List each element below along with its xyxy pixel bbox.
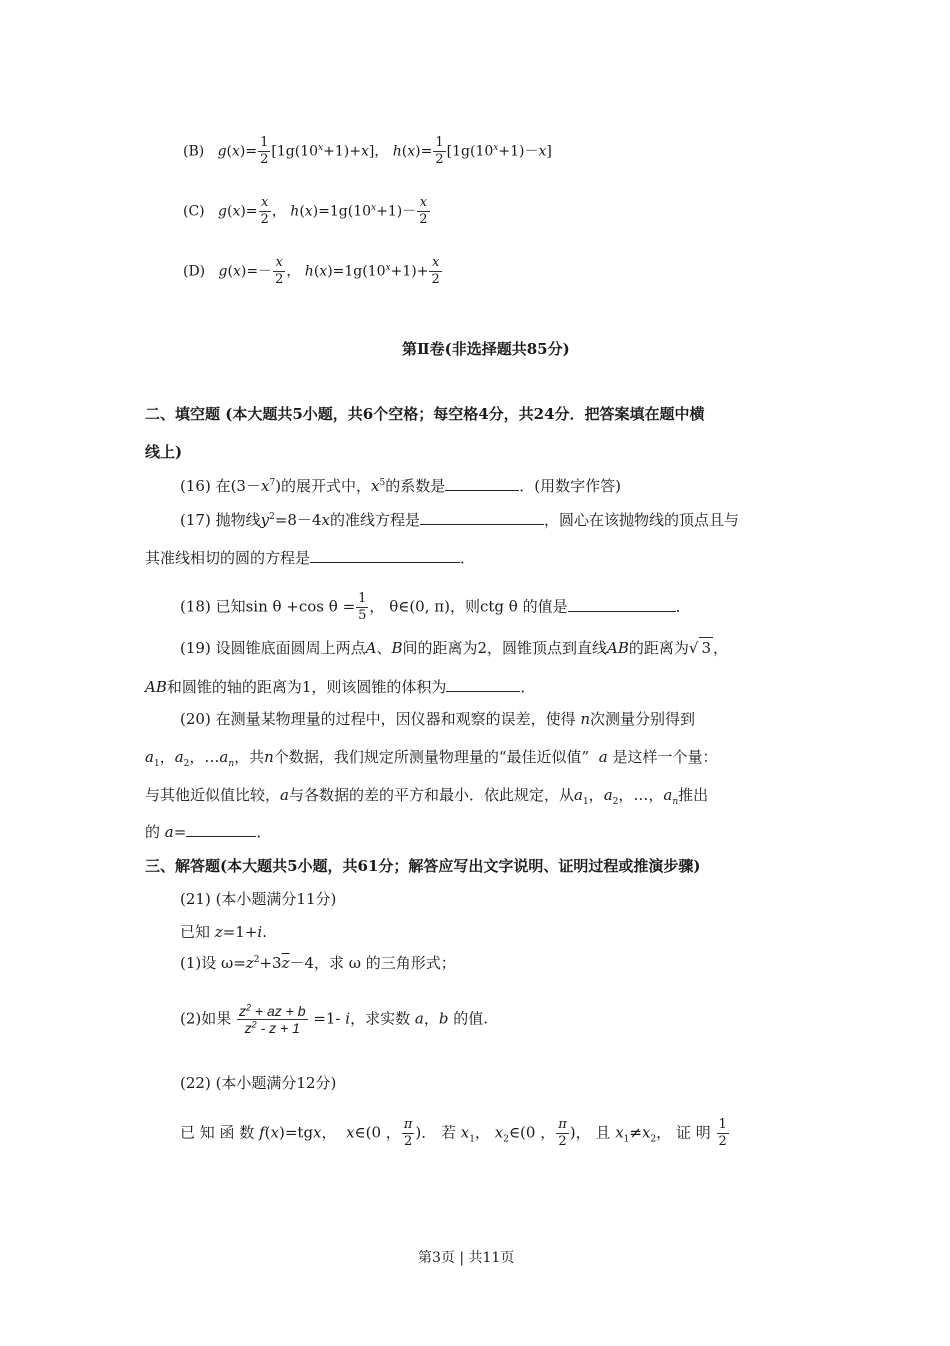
q18-text-a: 已知sin θ +cos θ = (215, 597, 356, 616)
q20-line4a: 的 (145, 823, 161, 841)
fraction: $\frac{1}{5}$ (358, 591, 367, 623)
q20-line3d: ，…， (618, 786, 664, 804)
fraction: $\frac{\pi}{2}$ (403, 1117, 413, 1149)
question-21-given: 已知 z=1+i. (180, 923, 267, 941)
question-number: (20) (180, 710, 211, 728)
q21-part2b: =1- (313, 1009, 346, 1028)
fraction: $\frac{x}{2}$ (275, 255, 284, 287)
question-21-header (180, 889, 336, 909)
question-number: (16) (180, 477, 211, 495)
question-18 (180, 591, 691, 624)
q20-end: ． (256, 823, 272, 841)
q20-line1b: 次测量分别得到 (590, 710, 696, 728)
q19-text-a: 设圆锥底面圆周上两点 (215, 639, 366, 657)
question-number: (19) (180, 639, 211, 657)
q22-text-g: ， 证 明 (656, 1123, 711, 1142)
page-footer: 第3页 | 共11页 (418, 1250, 515, 1266)
option-label: (C) (183, 203, 205, 220)
answer-blank[interactable] (446, 677, 520, 692)
question-number: (21) (180, 890, 211, 908)
question-19: (19) 设圆锥底面圆周上两点A、B间的距离为2，圆锥顶点到直线AB的距离为√ 3 ， (180, 639, 729, 657)
q17-text-a: 抛物线 (215, 511, 261, 529)
q22-text-b: =tg (284, 1123, 314, 1142)
q21-given: 已知 (180, 923, 211, 941)
question-20: (20) 在测量某物理量的过程中，因仪器和观察的误差，使得 n次测量分别得到 (180, 710, 696, 728)
section-header: 二、填空题 (本大题共5小题，共6个空格；每空格4分，共24分．把答案填在题中横 (145, 405, 705, 423)
question-score: (本小题满分12分) (215, 1074, 337, 1092)
q22-text-f: )， 且 (569, 1123, 611, 1142)
q19-text-d: 的距离为 (628, 639, 689, 657)
fraction: $\frac{x}{2}$ (260, 195, 269, 227)
option-label: (D) (183, 263, 206, 280)
fraction: $\frac{x}{2}$ (431, 255, 440, 287)
q20-line2c: ，共 (234, 748, 265, 766)
q20-line3e: 推出 (678, 786, 709, 804)
q16-text-d: ．(用数字作答) (519, 477, 621, 495)
question-number: (18) (180, 597, 211, 616)
q21-part2d: 的值. (453, 1009, 489, 1028)
q19-text-b: 、 (376, 639, 392, 657)
q21-part2c: ，求实数 (350, 1009, 411, 1028)
question-21-part1: (1)设 $\omega=z^2+3\overline{z}-4$，求 ω 的三角形式； (180, 954, 456, 972)
section-header-cont: 线上) (145, 443, 183, 461)
q21-part2a: (2)如果 (180, 1009, 232, 1028)
q17-text-d: ，圆心在该抛物线的顶点且与 (543, 511, 739, 529)
answer-blank[interactable] (445, 476, 519, 491)
q21-part1a: (1)设 ω= (180, 954, 246, 972)
answer-blank[interactable] (420, 510, 544, 525)
fraction: $\frac{1}{2}$ (718, 1117, 727, 1149)
q19-text-c: 间的距离为2，圆锥顶点到直线 (402, 639, 608, 657)
fraction: $\frac{1}{2}$ (435, 135, 444, 167)
q16-text-c: 的系数是 (385, 477, 446, 495)
question-20-line3: 与其他近似值比较，a与各数据的差的平方和最小．依此规定，从$a_1$，$a_2$，…，$a_n$推出 (145, 786, 709, 807)
q22-text-c: ∈(0 ， (354, 1123, 401, 1142)
question-20-line4: 的 a= ． (145, 823, 272, 841)
question-20-line2: $a_1$，$a_2$，$\dots a_n$，共n个数据，我们规定所测量物理量的“最佳近似值” a 是这样一个量： (145, 748, 718, 769)
q18-text-b: ， θ∈(0, π)，则ctg θ 的值是 (369, 597, 568, 616)
q17-text-c: 的准线方程是 (329, 511, 420, 529)
fraction: $\frac{z^2 + az + b}{z^2 - z + 1}$ (239, 1002, 306, 1036)
q20-line1: 在测量某物理量的过程中，因仪器和观察的误差，使得 (215, 710, 576, 728)
q20-line3c: ， (588, 786, 604, 804)
answer-blank[interactable] (186, 822, 256, 837)
q20-line3a: 与其他近似值比较， (145, 786, 281, 804)
q20-line2b: ，… (189, 748, 220, 766)
option-c: (C) g(x)= $\frac{x}{2}$ ， $h(x)=1g(10^x+1)-$ $\frac{x}{2}$ (183, 195, 428, 227)
q17-end: ． (460, 549, 476, 567)
section-header: 三、解答题(本大题共5小题，共61分；解答应写出文字说明、证明过程或推演步骤) (145, 857, 701, 875)
option-d: (D) g(x)=－ $\frac{x}{2}$ ， $h(x)=1g(10^x+1)+$ $\frac{x}{2}$ (183, 255, 440, 287)
question-number: (17) (180, 511, 211, 529)
option-label: (B) (183, 143, 205, 160)
q16-text-a: 在(3－ (215, 477, 261, 495)
q16-text-b: )的展开式中， (275, 477, 372, 495)
question-22-text: 已 知 函 数 f(x)=tgx， x∈(0 ， $\frac{\pi}{2}$ )． 若 $x_1$， $x_2\in(0$ ， $\frac{\pi}{2}$ )， 且 $x_1\ne x_2$， 证 明 $\frac{1}{2}$ (180, 1117, 727, 1149)
question-16: (16) 在$(3-x^7)$的展开式中，$x^5$的系数是 ．(用数字作答) (180, 477, 621, 495)
answer-blank[interactable] (568, 597, 676, 612)
q22-text-e: ∈(0 ， (508, 1123, 556, 1142)
question-17-cont (145, 548, 475, 568)
question-21-part2: (2)如果 $\frac{z^2 + az + b}{z^2 - z + 1}$ =1- i，求实数 a，b 的值. (180, 1002, 489, 1036)
question-score: (本小题满分11分) (215, 890, 337, 908)
answer-blank[interactable] (310, 548, 460, 563)
q17-line2: 其准线相切的圆的方程是 (145, 549, 311, 567)
question-number: (22) (180, 1074, 211, 1092)
q20-line3b: 与各数据的差的平方和最小．依此规定，从 (288, 786, 574, 804)
q18-end: ． (675, 597, 691, 616)
option-b: (B) g(x)= $\frac{1}{2}$ $[1g(10^x+1)+x]$， h(x)= $\frac{1}{2}$ $[1g(10^x+1)-x]$ (183, 135, 552, 167)
q21-part1b: －4，求 ω 的三角形式； (289, 954, 456, 972)
fraction: $\frac{\pi}{2}$ (558, 1117, 567, 1149)
question-19-cont: AB和圆锥的轴的距离为1，则该圆锥的体积为 ． (145, 678, 536, 696)
q20-line2e: 是这样一个量： (612, 748, 718, 766)
question-17: (17) 抛物线$y^2=8-4x$的准线方程是 ，圆心在该抛物线的顶点且与 (180, 511, 739, 529)
q17-text-b: =8－4 (274, 511, 322, 529)
q22-text-a: 已 知 函 数 (180, 1123, 255, 1142)
q22-text-d: )． 若 (415, 1123, 456, 1142)
q19-end: ． (520, 678, 536, 696)
q20-line2a: ， (159, 748, 175, 766)
q19-line2: 和圆锥的轴的距离为1，则该圆锥的体积为 (166, 678, 447, 696)
q20-line2d: 个数据，我们规定所测量物理量的“最佳近似值” (273, 748, 590, 766)
part-title: 第Ⅱ卷(非选择题共85分) (402, 340, 570, 358)
fraction: $\frac{x}{2}$ (419, 195, 428, 227)
question-22-header (180, 1073, 336, 1093)
fraction: $\frac{1}{2}$ (260, 135, 269, 167)
